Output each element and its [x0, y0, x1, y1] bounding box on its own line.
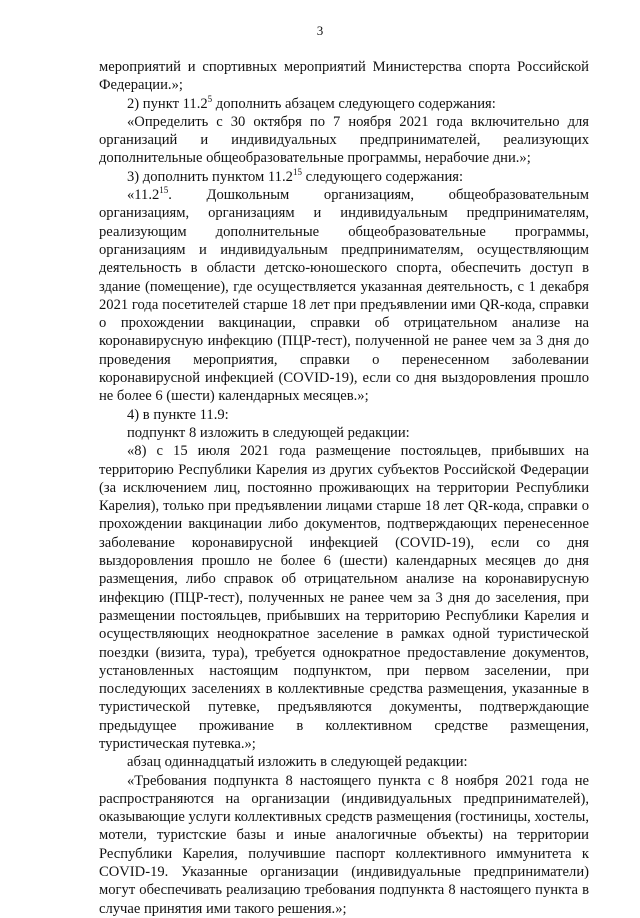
paragraph: «Требования подпункта 8 настоящего пункта с 8 ноября 2021 года не распространяются на организации (индивидуальных предпринимателей), оказывающие услуги коллективных средств размещения (гостиницы, хостелы, мотели, туристские базы и иные аналогичные объекты) на территории Республики Карелия, получившие паспорт коллективного иммунитета к COVID-19. Указанные организации (индивидуальные предприниматели) могут обеспечивать реализацию требования подпункта 8 настоящего пункта в случае принятия ими такого решения.»;: [99, 772, 589, 917]
page-number: 3: [316, 23, 324, 38]
paragraph: подпункт 8 изложить в следующей редакции:: [127, 424, 410, 441]
paragraph: 3) дополнить пунктом 11.2$^{15}$ следующего содержания:: [127, 166, 464, 185]
paragraph: «8) с 15 июля 2021 года размещение постояльцев, прибывших на территорию Республики Карелия из других субъектов Российской Федерации (за исключением лиц, постоянно проживающих на территории Республики Карелия), только при предъявлении лицами старше 18 лет QR-кода, справки о прохождении вакцинации либо документов, подтверждающих перенесенное заболевание коронавирусной инфекцией (COVID-19), если со дня выздоровления прошло не более 6 (шести) календарных месяцев до дня размещения, либо справок об отрицательном анализе на коронавирусную инфекцию (ПЦР-тест), полученных не ранее чем за 3 дня до заселения, при размещении постояльцев, прибывших на территорию Республики Карелия и осуществляющих неоднократное заселение в рамках одной туристической поездки (визита, тура), требуется однократное предоставление документов, установленных настоящим подпунктом, при первом заселении, при последующих заселениях в коллективные средства размещения, указанные в туристической путевке, предъявляются документы, подтверждающие предыдущее проживание в коллективном средстве размещения, туристическая путевка.»;: [99, 443, 589, 752]
paragraph: абзац одиннадцатый изложить в следующей редакции:: [127, 754, 468, 771]
paragraph: «Определить с 30 октября по 7 ноября 2021 года включительно для организаций и индивидуальных предпринимателей, реализующих дополнительные общеобразовательные программы, нерабочие дни.»;: [99, 113, 589, 167]
document-body: [99, 58, 589, 918]
paragraph: 4) в пункте 11.9:: [127, 406, 229, 423]
paragraph: «11.2$^{15}$. Дошкольным организациям, общеобразовательным организациям, организациям и индивидуальным предпринимателям, реализующим дополнительные общеобразовательные программы, организациям и индивидуальным предпринимателям, осуществляющим деятельность в области детско-юношеского спорта, обеспечить доступ в здание (помещение), где осуществляется указанная деятельность, с 1 декабря 2021 года посетителей старше 18 лет при предъявлении ими QR-кода, справки о прохождении вакцинации, справки об отрицательном анализе на коронавирусную инфекцию (ПЦР-тест), полученной не ранее чем за 3 дня до проведения мероприятия, справки о перенесенном заболевании коронавирусной инфекцией (COVID-19), если со дня выздоровления прошло не более 6 (шести) календарных месяцев.»;: [99, 185, 589, 405]
paragraph: мероприятий и спортивных мероприятий Министерства спорта Российской Федерации.»;: [99, 59, 589, 94]
paragraph: 2) пункт 11.2$^5$ дополнить абзацем следующего содержания:: [127, 93, 496, 112]
